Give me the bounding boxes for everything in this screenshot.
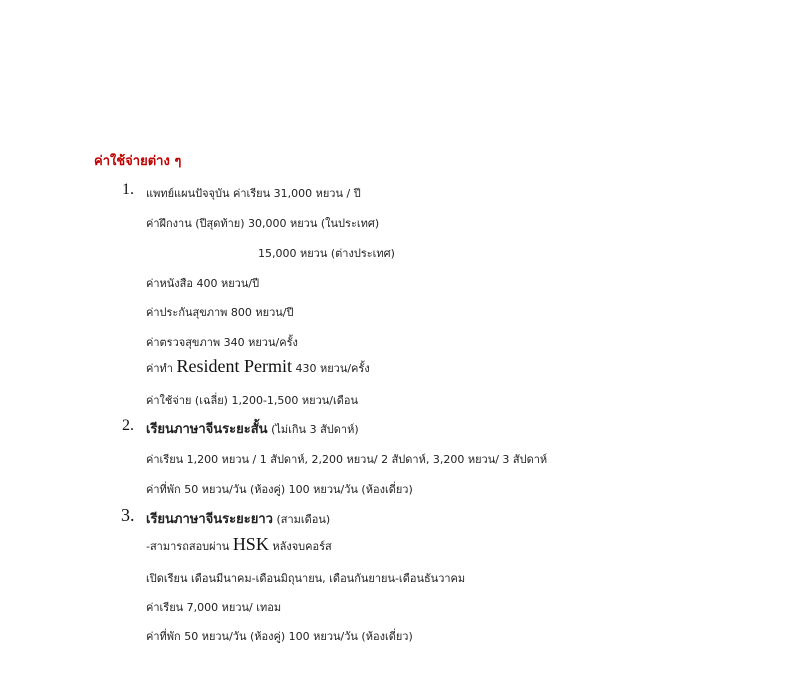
text-line: ค่าเรียน 7,000 หยวน/ เทอม <box>146 601 282 614</box>
section-3-title-bold: เรียนภาษาจีนระยะยาว <box>146 512 273 527</box>
section-2-title-rest: (ไม่เกิน 3 สัปดาห์) <box>271 423 359 436</box>
hsk-suffix: หลังจบคอร์ส <box>272 540 332 553</box>
section-3-title <box>146 508 330 529</box>
text-line: เปิดเรียน เดือนมีนาคม-เดือนมิถุนายน, เดือนกันยายน-เดือนธันวาคม <box>146 572 466 585</box>
resident-permit-line <box>146 356 370 377</box>
permit-suffix: 430 หยวน/ครั้ง <box>295 362 370 375</box>
section-2-title-bold: เรียนภาษาจีนระยะสั้น <box>146 422 268 437</box>
section-3-title-rest: (สามเดือน) <box>276 513 331 526</box>
hsk-name: HSK <box>232 534 269 554</box>
permit-prefix: ค่าทำ <box>146 362 173 375</box>
section-2-title <box>146 418 359 439</box>
text-line: 15,000 หยวน (ต่างประเทศ) <box>258 247 395 260</box>
section-2-number: 2. <box>122 417 134 434</box>
text-line: ค่าฝึกงาน (ปีสุดท้าย) 30,000 หยวน (ในประเทศ) <box>146 217 380 230</box>
section-1-title: แพทย์แผนปัจจุบัน ค่าเรียน 31,000 หยวน / ปี <box>146 187 361 200</box>
hsk-line <box>146 534 332 555</box>
text-line: ค่าที่พัก 50 หยวน/วัน (ห้องคู่) 100 หยวน/วัน (ห้องเดี่ยว) <box>146 483 413 496</box>
text-line: ค่าเรียน 1,200 หยวน / 1 สัปดาห์, 2,200 หยวน/ 2 สัปดาห์, 3,200 หยวน/ 3 สัปดาห์ <box>146 453 548 466</box>
section-3-number: 3. <box>121 505 135 525</box>
text-line: ค่าใช้จ่าย (เฉลี่ย) 1,200-1,500 หยวน/เดือน <box>146 394 359 407</box>
text-line: ค่าที่พัก 50 หยวน/วัน (ห้องคู่) 100 หยวน/วัน (ห้องเดี่ยว) <box>146 630 413 643</box>
permit-name: Resident Permit <box>176 356 292 376</box>
text-line: ค่าตรวจสุขภาพ 340 หยวน/ครั้ง <box>146 336 298 349</box>
text-line: ค่าประกันสุขภาพ 800 หยวน/ปี <box>146 306 294 319</box>
hsk-prefix: -สามารถสอบผ่าน <box>146 540 230 553</box>
section-1-number: 1. <box>122 181 134 198</box>
page-heading: ค่าใช้จ่ายต่าง ๆ <box>94 154 182 169</box>
text-line: ค่าหนังสือ 400 หยวน/ปี <box>146 277 260 290</box>
